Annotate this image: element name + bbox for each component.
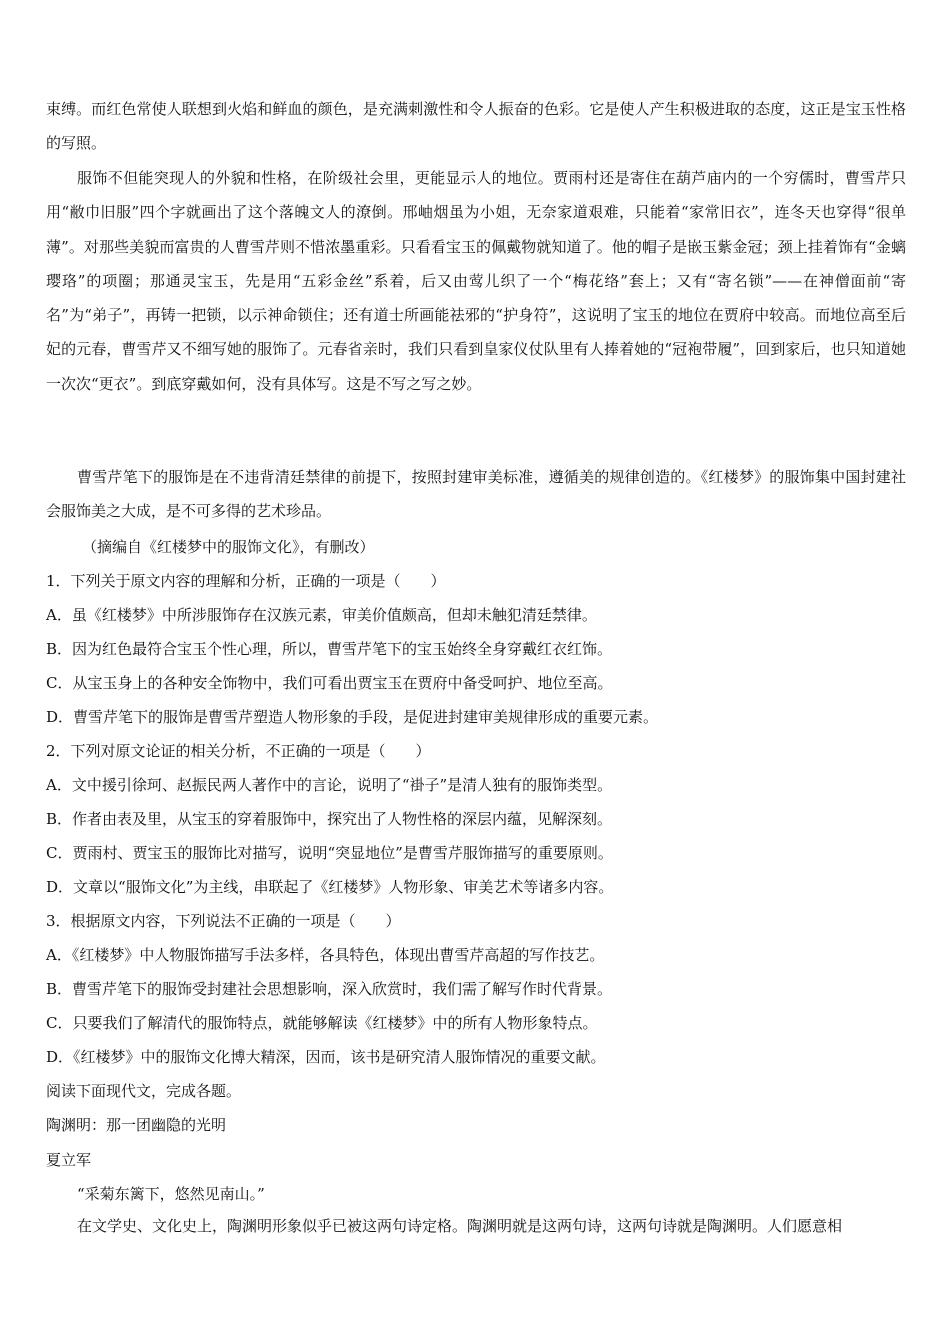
question-3-option-a: A．《红楼梦》中人物服饰描写手法多样，各具特色，体现出曹雪芹高超的写作技艺。: [46, 946, 605, 964]
question-2-option-d: D．文章以“服饰文化”为主线，串联起了《红楼梦》人物形象、审美艺术等诸多内容。: [46, 878, 614, 896]
question-2-option-c: C．贾雨村、贾宝玉的服饰比对描写，说明“突显地位”是曹雪芹服饰描写的重要原则。: [46, 844, 613, 862]
question-3-option-c: C．只要我们了解清代的服饰特点，就能够解读《红楼梦》中的所有人物形象特点。: [46, 1014, 598, 1032]
question-1-stem: 1．下列关于原文内容的理解和分析，正确的一项是（ ）: [46, 572, 446, 590]
question-3-option-b: B．曹雪芹笔下的服饰受封建社会思想影响，深入欣赏时，我们需了解写作时代背景。: [46, 980, 613, 998]
paragraph-2: 服饰不但能突现人的外貌和性格，在阶级社会里，更能显示人的地位。贾雨村还是寄住在葫芦庙内的一个穷儒时，曹雪芹只用“敝巾旧服”四个字就画出了这个落魄文人的潦倒。邢岫烟虽为小姐，无奈家道艰难，只能着“家常旧衣”，连冬天也穿得“很单薄”。对那些美貌而富贵的人曹雪芹则不惜浓墨重彩。只看看宝玉的佩戴物就知道了。他的帽子是嵌玉紫金冠；颈上挂着饰有“金螭璎珞”的项圈；那通灵宝玉，先是用“五彩金丝”系着，后又由莺儿织了一个“梅花络”套上；又有“寄名锁”——在神僧面前“寄名”为“弟子”，再铸一把锁，以示神命锁住；还有道士所画能祛邪的“护身符”，这说明了宝玉的地位在贾府中较高。而地位高至后妃的元春，曹雪芹又不细写她的服饰了。元春省亲时，我们只看到皇家仪仗队里有人捧着她的“冠袍带履”，回到家后，也只知道她一次次“更衣”。到底穿戴如何，没有具体写。这是不写之写之妙。: [46, 169, 906, 393]
article-quote: “采菊东篱下，悠然见南山。”: [77, 1185, 265, 1203]
question-1-option-a: A．虽《红楼梦》中所涉服饰存在汉族元素，审美价值颇高，但却未触犯清廷禁律。: [46, 606, 597, 624]
article-paragraph-1: 在文学史、文化史上，陶渊明形象似乎已被这两句诗定格。陶渊明就是这两句诗，这两句诗就是陶渊明。人们愿意相: [77, 1217, 843, 1235]
question-2-option-a: A．文中援引徐珂、赵振民两人著作中的言论，说明了“褂子”是清人独有的服饰类型。: [46, 776, 613, 794]
source-note: （摘编自《红楼梦中的服饰文化》，有删改）: [82, 538, 375, 556]
question-1-option-d: D．曹雪芹笔下的服饰是曹雪芹塑造人物形象的手段，是促进封建审美规律形成的重要元素。: [46, 708, 659, 726]
article-title: 陶渊明：那一团幽隐的光明: [46, 1116, 227, 1134]
paragraph-3: 曹雪芹笔下的服饰是在不违背清廷禁律的前提下，按照封建审美标准，遵循美的规律创造的。《红楼梦》的服饰集中国封建社会服饰美之大成，是不可多得的艺术珍品。: [46, 468, 906, 521]
question-3-stem: 3．根据原文内容，下列说法不正确的一项是（ ）: [46, 912, 401, 930]
question-2-stem: 2．下列对原文论证的相关分析，不正确的一项是（ ）: [46, 742, 431, 760]
reading-instruction: 阅读下面现代文，完成各题。: [46, 1082, 242, 1100]
question-2-option-b: B．作者由表及里，从宝玉的穿着服饰中，探究出了人物性格的深层内蕴，见解深刻。: [46, 810, 613, 828]
article-author: 夏立军: [46, 1151, 92, 1169]
question-1-option-b: B．因为红色最符合宝玉个性心理，所以，曹雪芹笔下的宝玉始终全身穿戴红衣红饰。: [46, 640, 613, 658]
question-1-option-c: C．从宝玉身上的各种安全饰物中，我们可看出贾宝玉在贾府中备受呵护、地位至高。: [46, 674, 613, 692]
paragraph-1: 束缚。而红色常使人联想到火焰和鲜血的颜色，是充满刺激性和令人振奋的色彩。它是使人产生积极进取的态度，这正是宝玉性格的写照。: [46, 100, 906, 153]
question-3-option-d: D．《红楼梦》中的服饰文化博大精深，因而，该书是研究清人服饰情况的重要文献。: [46, 1048, 606, 1066]
